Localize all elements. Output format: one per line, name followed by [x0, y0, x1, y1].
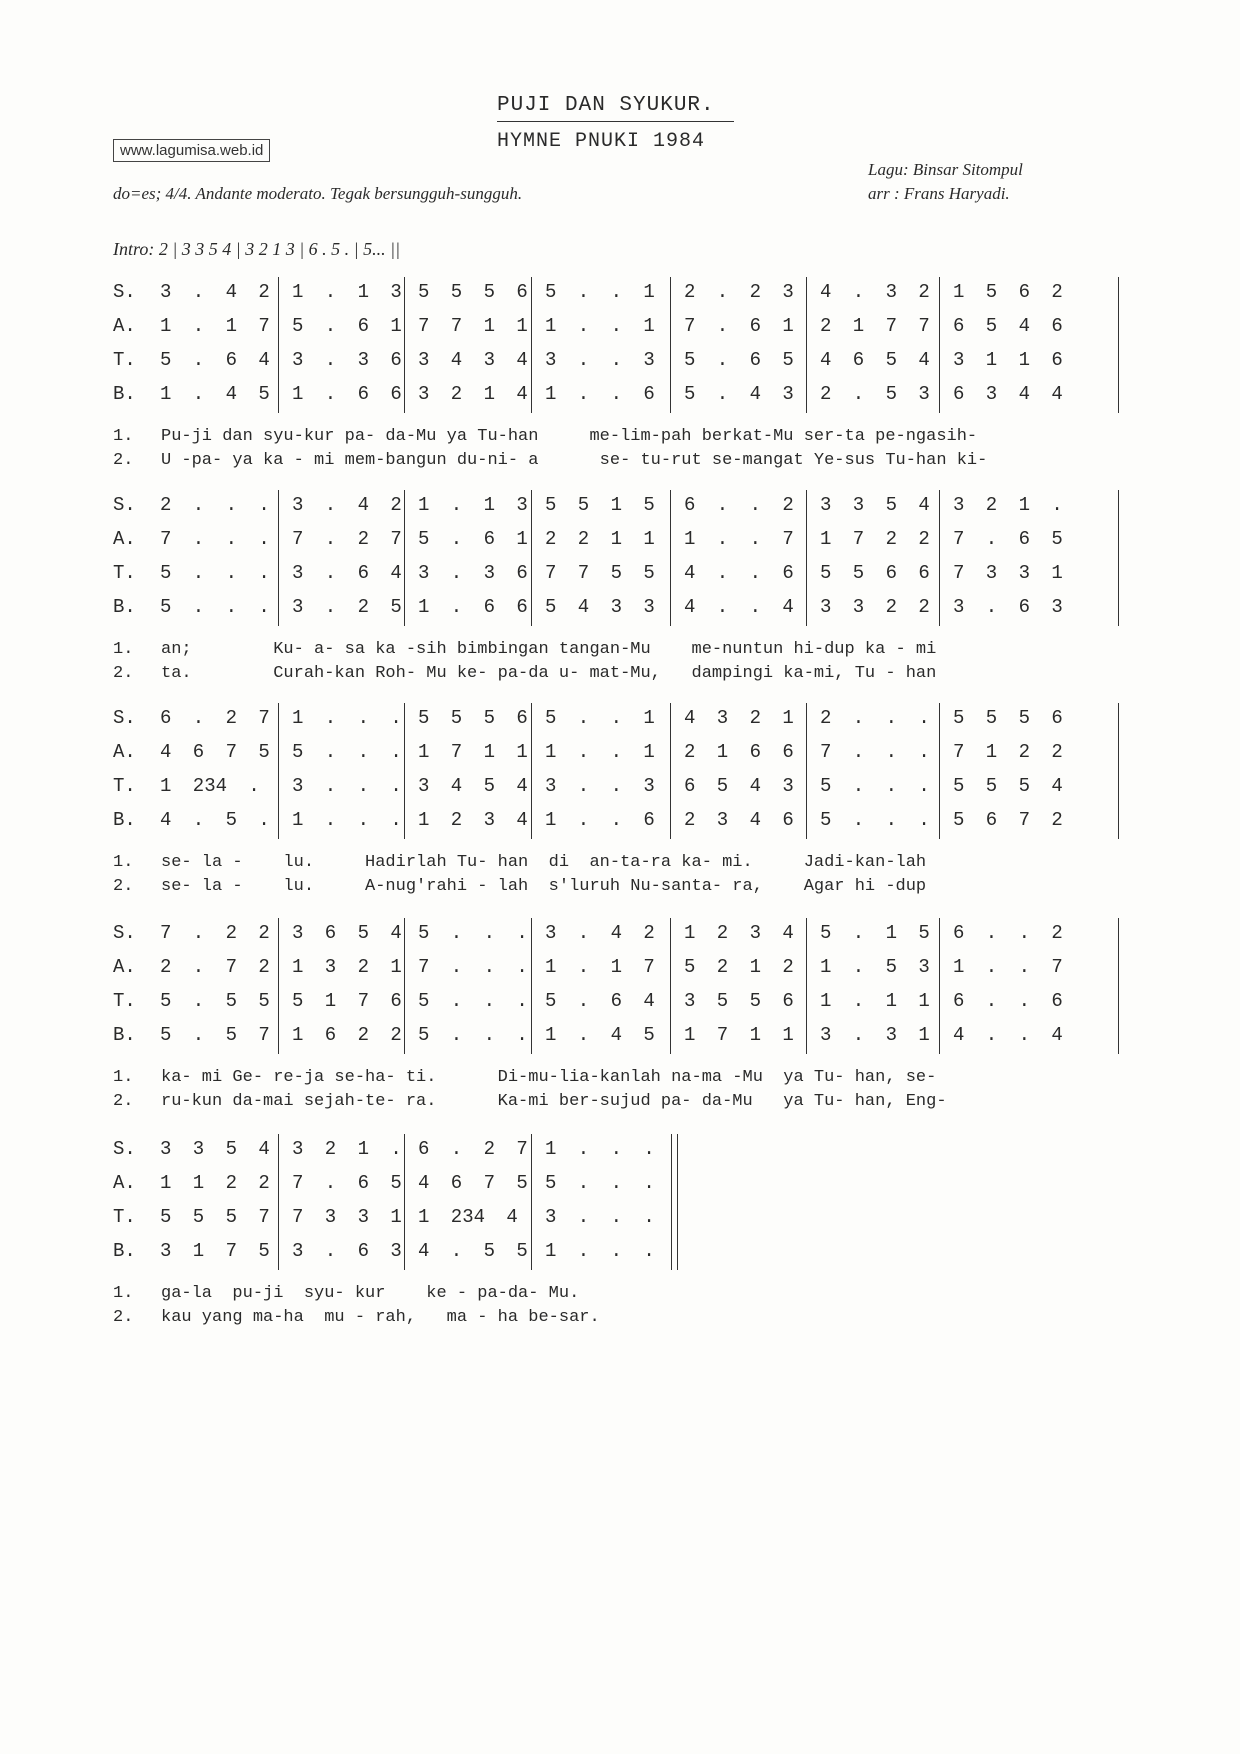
measure: 5 5 5 6: [418, 281, 528, 303]
voice-row-bass: [0, 379, 1240, 413]
measure: 5 5 5 7: [160, 1206, 270, 1228]
measure: 7 7 5 5: [545, 562, 655, 584]
voice-label: A.: [113, 315, 136, 337]
measure: 6 5 4 6: [953, 315, 1063, 337]
measure: 2 . 7 2: [160, 956, 270, 978]
barline: [939, 703, 940, 839]
measure: 4 6 7 5: [160, 741, 270, 763]
lyric-verse-1: [113, 1068, 936, 1087]
measure: 3 . . .: [292, 775, 402, 797]
voice-row-alto: [0, 311, 1240, 345]
barline: [1118, 918, 1119, 1054]
barline: [404, 918, 405, 1054]
measure: 1 7 1 1: [684, 1024, 794, 1046]
verse-number: 1.: [113, 427, 134, 446]
measure: 2 3 4 6: [684, 809, 794, 831]
measure: 7 . . .: [160, 528, 270, 550]
measure: 4 . 5 5: [418, 1240, 528, 1262]
lyric-text: ta. Curah-kan Roh- Mu ke- pa-da u- mat-Mu, dampingi ka-mi, Tu - han: [161, 664, 937, 683]
measure: 1 . . 1: [545, 741, 655, 763]
measure: 2 . 2 3: [684, 281, 794, 303]
lyric-text: U -pa- ya ka - mi mem-bangun du-ni- a se- tu-rut se-mangat Ye-sus Tu-han ki-: [161, 451, 988, 470]
tempo-marking: do=es; 4/4. Andante moderato. Tegak bersungguh-sungguh.: [113, 184, 523, 203]
measure: 5 . . .: [820, 775, 930, 797]
measure: 3 3 2 2: [820, 596, 930, 618]
measure: 1 . 6 6: [292, 383, 402, 405]
lyric-verse-2: [113, 1308, 600, 1327]
measure: 3 . 6 3: [292, 1240, 402, 1262]
lyric-verse-2: [113, 451, 987, 470]
barline: [1118, 277, 1119, 413]
barline: [670, 703, 671, 839]
voice-row-soprano: [0, 277, 1240, 311]
measure: 7 . 6 5: [292, 1172, 402, 1194]
voice-label: B.: [113, 596, 136, 618]
voice-label: T.: [113, 562, 136, 584]
voice-label: A.: [113, 741, 136, 763]
verse-number: 1.: [113, 640, 134, 659]
voice-label: T.: [113, 775, 136, 797]
measure: 1 . . .: [292, 707, 402, 729]
measure: 5 . 1 5: [820, 922, 930, 944]
measure: 1 . 4 5: [545, 1024, 655, 1046]
measure: 1 234 4: [418, 1206, 518, 1228]
lyric-verse-1: [113, 427, 977, 446]
voice-row-tenor: [0, 771, 1240, 805]
barline: [670, 490, 671, 626]
barline: [278, 277, 279, 413]
measure: 6 3 4 4: [953, 383, 1063, 405]
barline: [939, 490, 940, 626]
measure: 3 3 5 4: [160, 1138, 270, 1160]
measure: 1 . . 7: [953, 956, 1063, 978]
measure: 2 1 7 7: [820, 315, 930, 337]
measure: 1 . 1 7: [545, 956, 655, 978]
measure: 1 . . 6: [545, 809, 655, 831]
measure: 3 . 4 2: [160, 281, 270, 303]
measure: 5 . . .: [292, 741, 402, 763]
measure: 7 . . .: [418, 956, 528, 978]
measure: 3 . 3 6: [292, 349, 402, 371]
lyric-text: ga-la pu-ji syu- kur ke - pa-da- Mu.: [161, 1284, 580, 1303]
voice-row-bass: [0, 592, 1240, 626]
voice-row-soprano: [0, 490, 1240, 524]
measure: 5 2 1 2: [684, 956, 794, 978]
voice-row-tenor: [0, 558, 1240, 592]
measure: 5 5 5 6: [953, 707, 1063, 729]
barline: [404, 703, 405, 839]
measure: 5 . 6 1: [292, 315, 402, 337]
measure: 5 4 3 3: [545, 596, 655, 618]
measure: 3 4 5 4: [418, 775, 528, 797]
lyric-text: ka- mi Ge- re-ja se-ha- ti. Di-mu-lia-kanlah na-ma -Mu ya Tu- han, se-: [161, 1068, 937, 1087]
measure: 1 7 2 2: [820, 528, 930, 550]
measure: 5 . 6 4: [545, 990, 655, 1012]
lyric-text: kau yang ma-ha mu - rah, ma - ha be-sar.: [161, 1308, 600, 1327]
measure: 2 . . .: [160, 494, 270, 516]
measure: 5 6 7 2: [953, 809, 1063, 831]
measure: 6 . 2 7: [160, 707, 270, 729]
measure: 3 . 3 6: [418, 562, 528, 584]
lyric-verse-1: [113, 1284, 579, 1303]
measure: 5 . . .: [418, 922, 528, 944]
intro-line: Intro: 2 | 3 3 5 4 | 3 2 1 3 | 6 . 5 . | 5... ||: [113, 239, 401, 259]
measure: 5 5 1 5: [545, 494, 655, 516]
measure: 3 . 3 1: [820, 1024, 930, 1046]
lyric-verse-2: [113, 664, 936, 683]
measure: 1 234 .: [160, 775, 260, 797]
lyric-verse-2: [113, 877, 926, 896]
measure: 5 5 5 4: [953, 775, 1063, 797]
measure: 2 2 1 1: [545, 528, 655, 550]
measure: 1 . 1 7: [160, 315, 270, 337]
barline: [531, 1134, 532, 1270]
measure: 5 . . .: [418, 1024, 528, 1046]
measure: 5 . . 1: [545, 281, 655, 303]
voice-label: B.: [113, 383, 136, 405]
barline: [278, 703, 279, 839]
lyric-text: se- la - lu. Hadirlah Tu- han di an-ta-ra ka- mi. Jadi-kan-lah: [161, 853, 927, 872]
measure: 4 . . 6: [684, 562, 794, 584]
measure: 3 . 4 2: [545, 922, 655, 944]
measure: 1 . . .: [292, 809, 402, 831]
voice-label: B.: [113, 809, 136, 831]
voice-label: S.: [113, 281, 136, 303]
voice-row-bass: [0, 805, 1240, 839]
barline: [806, 277, 807, 413]
barline: [531, 490, 532, 626]
page-title: PUJI DAN SYUKUR.: [497, 94, 715, 117]
measure: 3 1 7 5: [160, 1240, 270, 1262]
measure: 5 . 4 3: [684, 383, 794, 405]
voice-label: A.: [113, 528, 136, 550]
voice-label: S.: [113, 494, 136, 516]
barline: [531, 277, 532, 413]
measure: 4 . 3 2: [820, 281, 930, 303]
measure: 5 . 6 4: [160, 349, 270, 371]
voice-label: B.: [113, 1240, 136, 1262]
measure: 5 . . 1: [545, 707, 655, 729]
measure: 1 5 6 2: [953, 281, 1063, 303]
measure: 3 . . .: [545, 1206, 655, 1228]
measure: 6 5 4 3: [684, 775, 794, 797]
measure: 7 3 3 1: [292, 1206, 402, 1228]
measure: 5 . 6 1: [418, 528, 528, 550]
measure: 3 . 6 4: [292, 562, 402, 584]
measure: 3 6 5 4: [292, 922, 402, 944]
measure: 1 7 1 1: [418, 741, 528, 763]
measure: 3 . . 3: [545, 349, 655, 371]
measure: 5 . . .: [418, 990, 528, 1012]
measure: 1 . . .: [545, 1240, 655, 1262]
measure: 1 . 1 3: [418, 494, 528, 516]
measure: 7 3 3 1: [953, 562, 1063, 584]
voice-row-soprano: [0, 703, 1240, 737]
measure: 3 1 1 6: [953, 349, 1063, 371]
measure: 3 . 4 2: [292, 494, 402, 516]
lyric-text: Pu-ji dan syu-kur pa- da-Mu ya Tu-han me-lim-pah berkat-Mu ser-ta pe-ngasih-: [161, 427, 978, 446]
measure: 5 . . .: [160, 596, 270, 618]
measure: 1 6 2 2: [292, 1024, 402, 1046]
voice-label: B.: [113, 1024, 136, 1046]
measure: 6 . . 2: [684, 494, 794, 516]
measure: 3 . 2 5: [292, 596, 402, 618]
verse-number: 2.: [113, 1308, 134, 1327]
arranger-credit: arr : Frans Haryadi.: [868, 184, 1010, 203]
measure: 2 . . .: [820, 707, 930, 729]
voice-row-alto: [0, 952, 1240, 986]
measure: 7 . 6 5: [953, 528, 1063, 550]
measure: 5 5 6 6: [820, 562, 930, 584]
lyric-text: an; Ku- a- sa ka -sih bimbingan tangan-Mu me-nuntun hi-dup ka - mi: [161, 640, 937, 659]
measure: 4 6 7 5: [418, 1172, 528, 1194]
voice-label: S.: [113, 707, 136, 729]
verse-number: 1.: [113, 853, 134, 872]
measure: 7 7 1 1: [418, 315, 528, 337]
measure: 1 . 5 3: [820, 956, 930, 978]
measure: 3 2 1 .: [292, 1138, 402, 1160]
barline: [278, 1134, 279, 1270]
measure: 3 3 5 4: [820, 494, 930, 516]
measure: 7 . . .: [820, 741, 930, 763]
barline: [531, 703, 532, 839]
watermark-badge: www.lagumisa.web.id: [113, 139, 270, 162]
measure: 3 2 1 4: [418, 383, 528, 405]
voice-row-soprano: [0, 1134, 1240, 1168]
barline: [671, 1134, 672, 1270]
measure: 4 3 2 1: [684, 707, 794, 729]
measure: 3 2 1 .: [953, 494, 1063, 516]
measure: 5 . 6 5: [684, 349, 794, 371]
voice-row-soprano: [0, 918, 1240, 952]
verse-number: 2.: [113, 877, 134, 896]
voice-label: T.: [113, 990, 136, 1012]
measure: 5 . 5 7: [160, 1024, 270, 1046]
voice-row-bass: [0, 1020, 1240, 1054]
page-subtitle: HYMNE PNUKI 1984: [497, 130, 706, 153]
barline: [404, 1134, 405, 1270]
barline: [670, 277, 671, 413]
lyric-text: ru-kun da-mai sejah-te- ra. Ka-mi ber-sujud pa- da-Mu ya Tu- han, Eng-: [161, 1092, 947, 1111]
measure: 1 3 2 1: [292, 956, 402, 978]
measure: 5 1 7 6: [292, 990, 402, 1012]
barline: [278, 490, 279, 626]
voice-label: S.: [113, 922, 136, 944]
measure: 5 . . .: [160, 562, 270, 584]
barline: [404, 277, 405, 413]
voice-label: S.: [113, 1138, 136, 1160]
voice-label: T.: [113, 349, 136, 371]
lyric-verse-2: [113, 1092, 947, 1111]
barline: [670, 918, 671, 1054]
voice-row-tenor: [0, 986, 1240, 1020]
measure: 7 1 2 2: [953, 741, 1063, 763]
measure: 4 6 5 4: [820, 349, 930, 371]
voice-row-tenor: [0, 1202, 1240, 1236]
measure: 1 . 1 1: [820, 990, 930, 1012]
measure: 1 . 4 5: [160, 383, 270, 405]
barline: [806, 490, 807, 626]
measure: 1 . . .: [545, 1138, 655, 1160]
final-barline: [677, 1134, 678, 1270]
lyric-verse-1: [113, 853, 926, 872]
measure: 6 . . 6: [953, 990, 1063, 1012]
measure: 1 2 3 4: [684, 922, 794, 944]
measure: 1 2 3 4: [418, 809, 528, 831]
barline: [404, 490, 405, 626]
barline: [806, 918, 807, 1054]
barline: [531, 918, 532, 1054]
measure: 2 . 5 3: [820, 383, 930, 405]
verse-number: 1.: [113, 1284, 134, 1303]
measure: 7 . 2 2: [160, 922, 270, 944]
measure: 4 . 5 .: [160, 809, 270, 831]
voice-label: T.: [113, 1206, 136, 1228]
measure: 1 . 1 3: [292, 281, 402, 303]
measure: 5 . 5 5: [160, 990, 270, 1012]
barline: [806, 703, 807, 839]
measure: 7 . 2 7: [292, 528, 402, 550]
measure: 1 . . 6: [545, 383, 655, 405]
barline: [278, 918, 279, 1054]
measure: 6 . 2 7: [418, 1138, 528, 1160]
voice-row-alto: [0, 524, 1240, 558]
verse-number: 2.: [113, 451, 134, 470]
measure: 5 5 5 6: [418, 707, 528, 729]
verse-number: 1.: [113, 1068, 134, 1087]
verse-number: 2.: [113, 664, 134, 683]
measure: 3 . . 3: [545, 775, 655, 797]
title-underline: [497, 121, 734, 122]
measure: 6 . . 2: [953, 922, 1063, 944]
measure: 1 . . 7: [684, 528, 794, 550]
barline: [1118, 490, 1119, 626]
barline: [939, 918, 940, 1054]
composer-credit: Lagu: Binsar Sitompul: [868, 160, 1023, 179]
measure: 1 . 6 6: [418, 596, 528, 618]
lyric-verse-1: [113, 640, 936, 659]
measure: 3 4 3 4: [418, 349, 528, 371]
measure: 1 1 2 2: [160, 1172, 270, 1194]
measure: 4 . . 4: [684, 596, 794, 618]
measure: 3 5 5 6: [684, 990, 794, 1012]
measure: 3 . 6 3: [953, 596, 1063, 618]
voice-row-tenor: [0, 345, 1240, 379]
voice-label: A.: [113, 956, 136, 978]
voice-row-alto: [0, 737, 1240, 771]
voice-label: A.: [113, 1172, 136, 1194]
measure: 1 . . 1: [545, 315, 655, 337]
measure: 7 . 6 1: [684, 315, 794, 337]
voice-row-alto: [0, 1168, 1240, 1202]
measure: 5 . . .: [545, 1172, 655, 1194]
measure: 2 1 6 6: [684, 741, 794, 763]
verse-number: 2.: [113, 1092, 134, 1111]
measure: 5 . . .: [820, 809, 930, 831]
barline: [1118, 703, 1119, 839]
measure: 4 . . 4: [953, 1024, 1063, 1046]
barline: [939, 277, 940, 413]
lyric-text: se- la - lu. A-nug'rahi - lah s'luruh Nu-santa- ra, Agar hi -dup: [161, 877, 927, 896]
voice-row-bass: [0, 1236, 1240, 1270]
